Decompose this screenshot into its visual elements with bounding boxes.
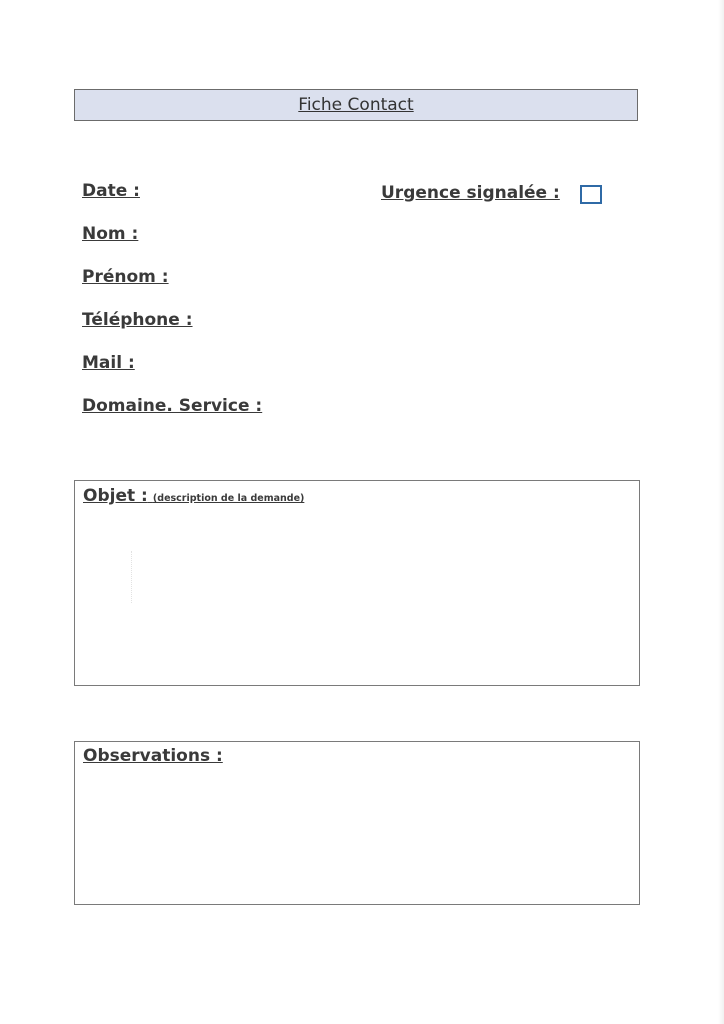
domaine-service-label: Domaine. Service :: [82, 396, 263, 416]
date-label: Date :: [82, 181, 140, 201]
objet-label: Objet :: [83, 486, 148, 506]
objet-hint: (description de la demande): [152, 493, 305, 504]
objet-heading: [83, 486, 304, 506]
mail-label: Mail :: [82, 353, 135, 373]
urgence-field: [381, 181, 602, 204]
nom-label: Nom :: [82, 224, 139, 244]
objet-box[interactable]: [74, 480, 640, 686]
page-edge: [718, 0, 724, 1024]
urgence-label: Urgence signalée :: [381, 182, 560, 203]
observations-box[interactable]: [74, 741, 640, 905]
observations-label: Observations :: [83, 746, 223, 766]
scan-artifact: [131, 551, 133, 603]
prenom-label: Prénom :: [82, 267, 169, 287]
telephone-label: Téléphone :: [82, 310, 193, 330]
observations-heading: [83, 746, 223, 766]
form-title-bar: [74, 89, 638, 121]
urgence-checkbox[interactable]: [580, 185, 602, 204]
form-title: Fiche Contact: [298, 95, 414, 115]
